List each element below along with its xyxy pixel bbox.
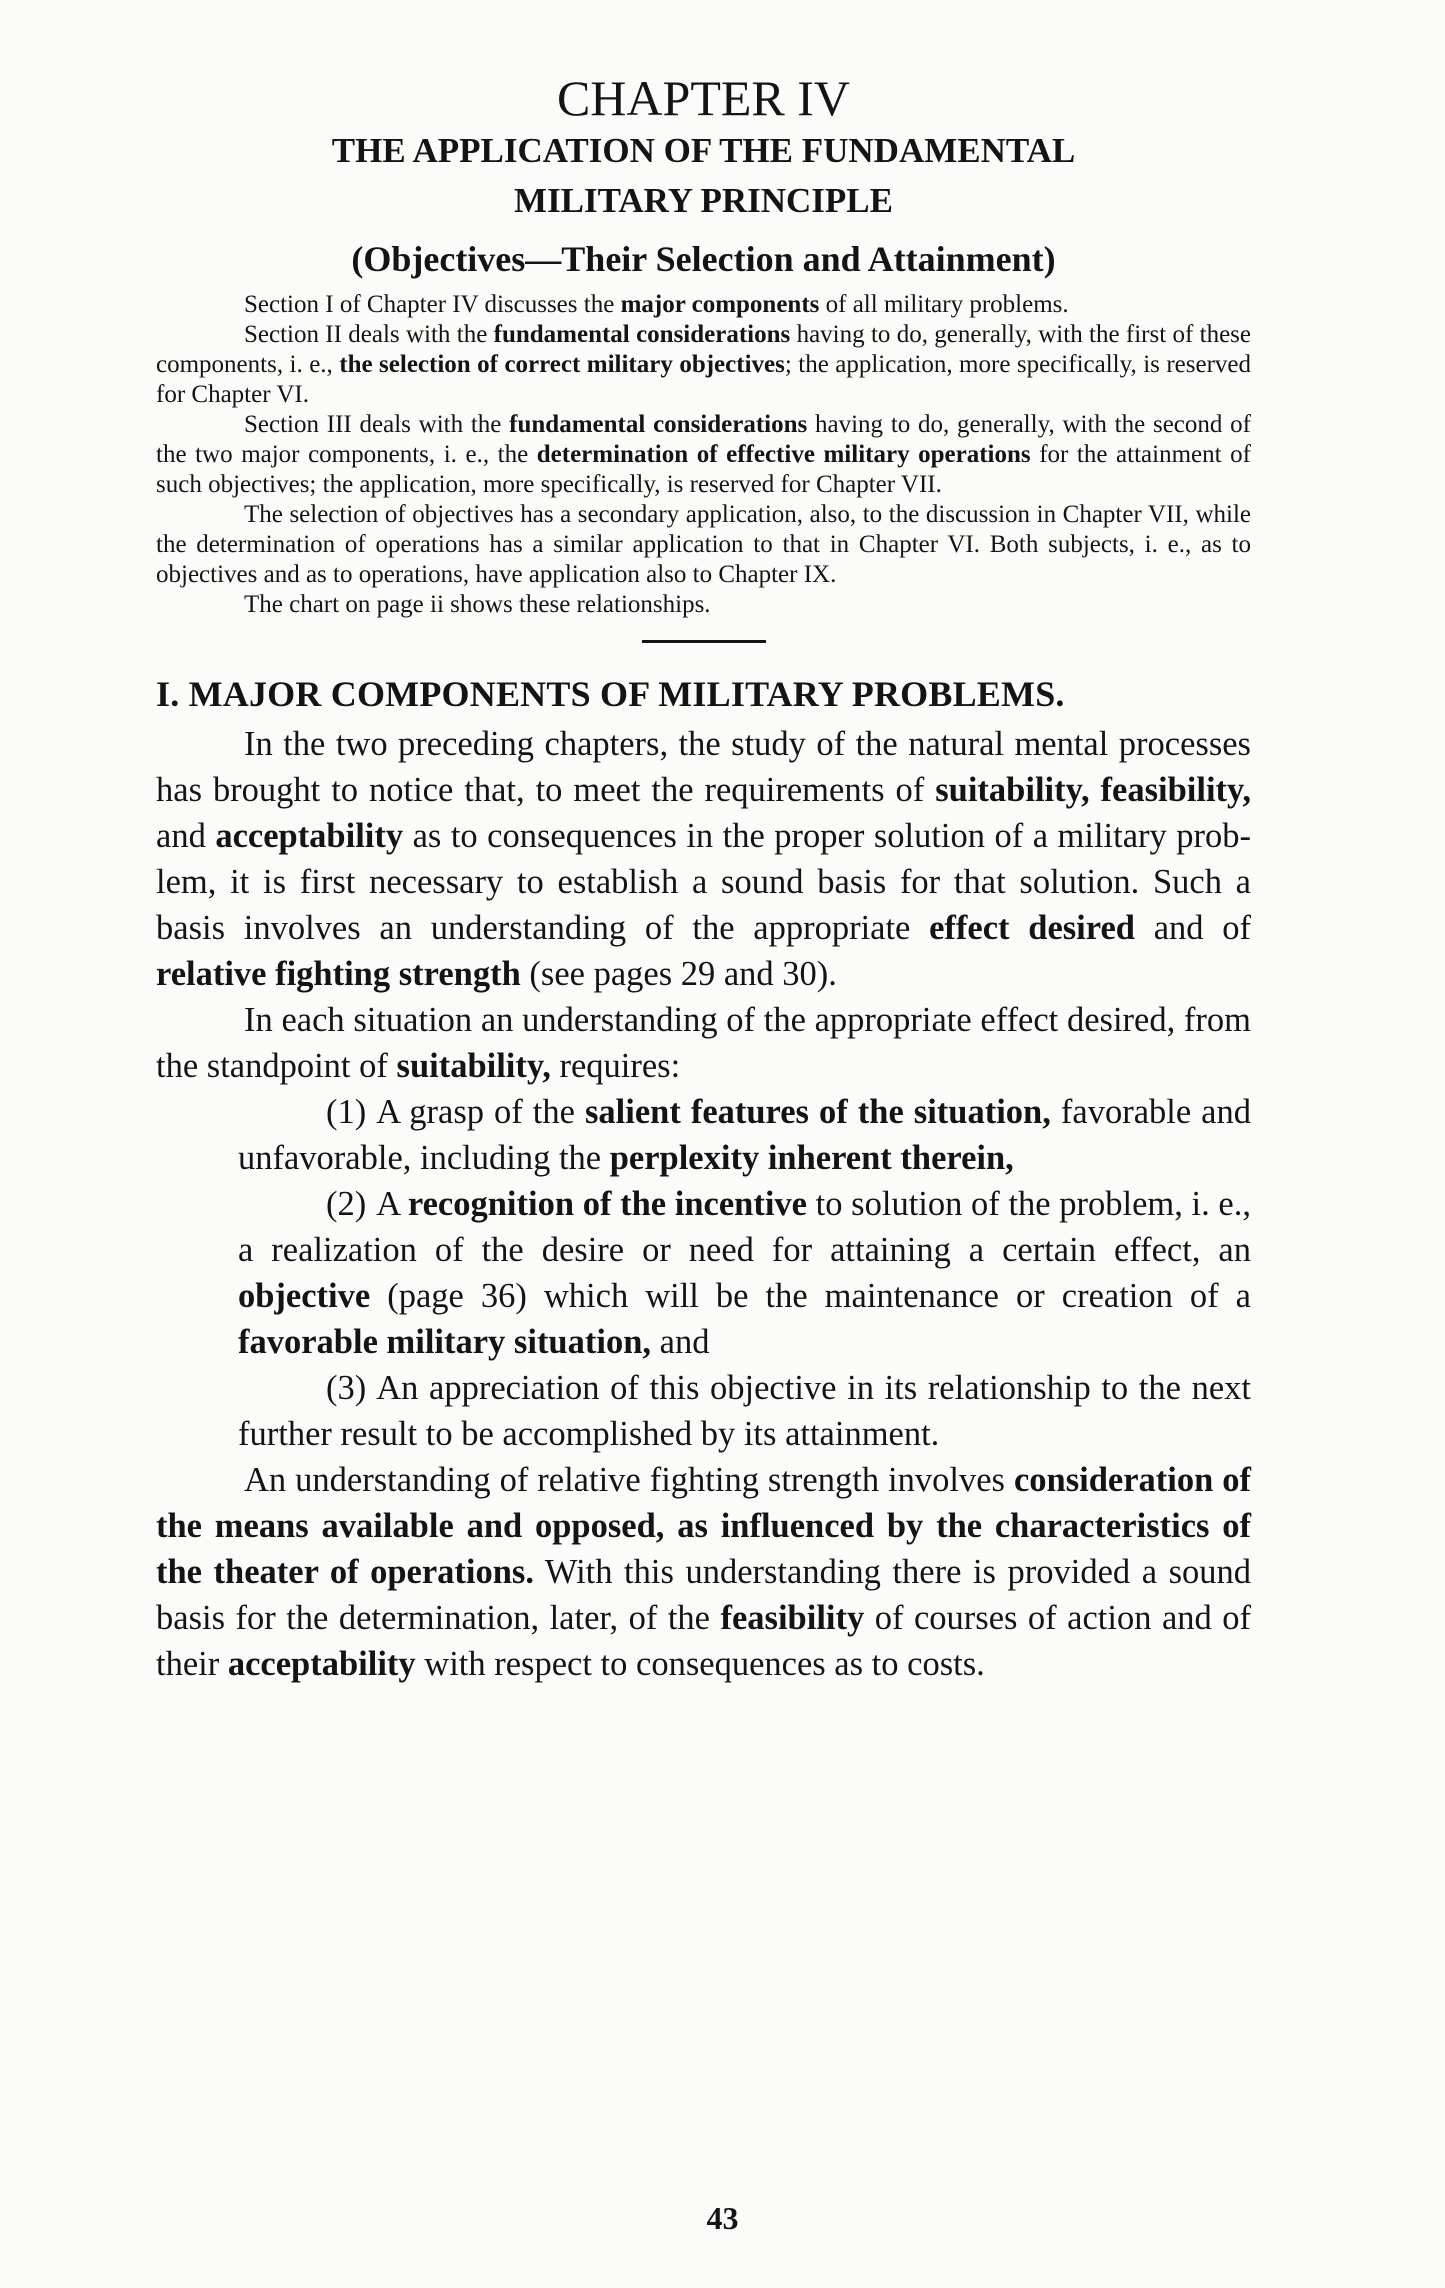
emphasis: fundamental considerations (509, 411, 808, 438)
text-run: as to consequences in the proper solution of a military problem, it is first necessary to establish a sound basis for that solution. Such a basis involves an understanding of the appropriate (156, 817, 1251, 947)
body-paragraph (156, 1457, 1251, 1687)
emphasis: acceptability (227, 1645, 416, 1683)
emphasis: acceptability (215, 817, 404, 855)
text-run: having to do, generally, with the second of the two major components, i. e., the (156, 411, 1251, 468)
chapter-subtitle: (Objectives—Their Selection and Attainment) (351, 239, 1056, 279)
text-run: An appreciation of this objective in its relationship to the next further result to be accomplished by its attainment. (238, 1369, 1251, 1453)
emphasis: major components (620, 291, 820, 318)
emphasis: means available and opposed, (214, 1507, 665, 1545)
emphasis: as influenced by the characteristics of the theater of operations. (156, 1507, 1251, 1591)
text-run: A grasp of the (376, 1093, 585, 1131)
text-run: and of (1134, 909, 1252, 947)
chapter-title-line-2: MILITARY PRINCIPLE (514, 181, 893, 220)
text-run: (see pages 29 and 30). (520, 955, 837, 993)
text-run: An understanding of relative fighting strength involves (244, 1461, 1014, 1499)
text-run: and (651, 1323, 710, 1361)
section-divider (642, 640, 766, 643)
text-run: ; the application, more specifically, is reserved for Chapter VI. (156, 351, 1252, 408)
section-heading: I. MAJOR COMPONENTS OF MILITARY PROBLEMS. (156, 674, 1065, 714)
text-run: (page 36) which will be the maintenance or creation of a (370, 1277, 1251, 1315)
list-item (238, 1365, 1251, 1457)
emphasis: fundamental considerations (493, 321, 791, 348)
emphasis: determination of effective military operations (536, 441, 1031, 468)
emphasis: objective (238, 1277, 371, 1315)
text-run: of courses of action and of their (156, 1599, 1251, 1683)
text-run: In each situation an understanding of the appropriate effect desired, from the standpoint of (156, 1001, 1251, 1085)
body-paragraph (156, 997, 1251, 1089)
text-run: having to do, generally, with the first of these components, i. e., (156, 321, 1252, 378)
text-run: favorable and unfavorable, including the (238, 1093, 1251, 1177)
emphasis: suitability, (396, 1047, 551, 1085)
text-run: to solution of the problem, i. e., a realization of the desire or need for attaining a certain effect, an (238, 1185, 1251, 1269)
emphasis: relative fighting strength (156, 955, 521, 993)
intro-paragraph: The selection of objectives has a secondary application, also, to the discussion in Chapter VII, while the determination of operations has a similar application to that in Chapter VI. Both subjects, i. e., as to objectives and as to operations, have application also to Chapter IX. (156, 501, 1251, 588)
body-paragraph (156, 721, 1251, 997)
text-run: Section II deals with the (244, 321, 494, 348)
emphasis: feasibility (720, 1599, 865, 1637)
list-item (238, 1181, 1251, 1365)
list-item (238, 1089, 1251, 1181)
text-run: of all military problems. (819, 291, 1069, 318)
emphasis: perplexity inherent therein, (609, 1139, 1014, 1177)
text-run: In the two preceding chapters, the study of the natural mental processes has brought to notice that, to meet the requirements of (156, 725, 1251, 809)
item-number: (2) (326, 1185, 367, 1223)
text-run: A (376, 1185, 408, 1223)
section-body (156, 671, 1251, 1687)
text-run: with respect to consequences as to costs. (415, 1645, 985, 1683)
item-number: (1) (326, 1093, 367, 1131)
intro-paragraph (156, 290, 1251, 320)
text-run: for the attainment of such objectives; the application, more specifically, is reserved for Chapter VII. (156, 441, 1251, 498)
emphasis: consideration of the (156, 1461, 1251, 1545)
chapter-header (156, 70, 1251, 286)
emphasis: the selection of correct military objectives (339, 351, 785, 378)
emphasis: suitability, feasibility, (935, 771, 1251, 809)
emphasis: salient features of the situation, (584, 1093, 1051, 1131)
text-run: and (156, 817, 216, 855)
emphasis: favorable military situation, (238, 1323, 652, 1361)
text-run: Section III deals with the (244, 411, 510, 438)
emphasis: effect desired (929, 909, 1135, 947)
chapter-introduction (156, 290, 1251, 620)
chapter-title-line-1: THE APPLICATION OF THE FUNDAMENTAL (331, 131, 1076, 170)
intro-paragraph: The chart on page ii shows these relationships. (244, 591, 711, 618)
document-page (156, 70, 1251, 1687)
intro-paragraph (156, 410, 1251, 500)
intro-paragraph (156, 320, 1251, 410)
emphasis: recognition of the incentive (407, 1185, 807, 1223)
item-number: (3) (326, 1369, 367, 1407)
chapter-number: CHAPTER IV (556, 70, 851, 126)
text-run: Section I of Chapter IV discusses the (244, 291, 621, 318)
text-run: requires: (550, 1047, 681, 1085)
page-number: 43 (706, 2200, 739, 2236)
text-run: With this understanding there is provided a sound basis for the determination, later, of the (156, 1553, 1251, 1637)
